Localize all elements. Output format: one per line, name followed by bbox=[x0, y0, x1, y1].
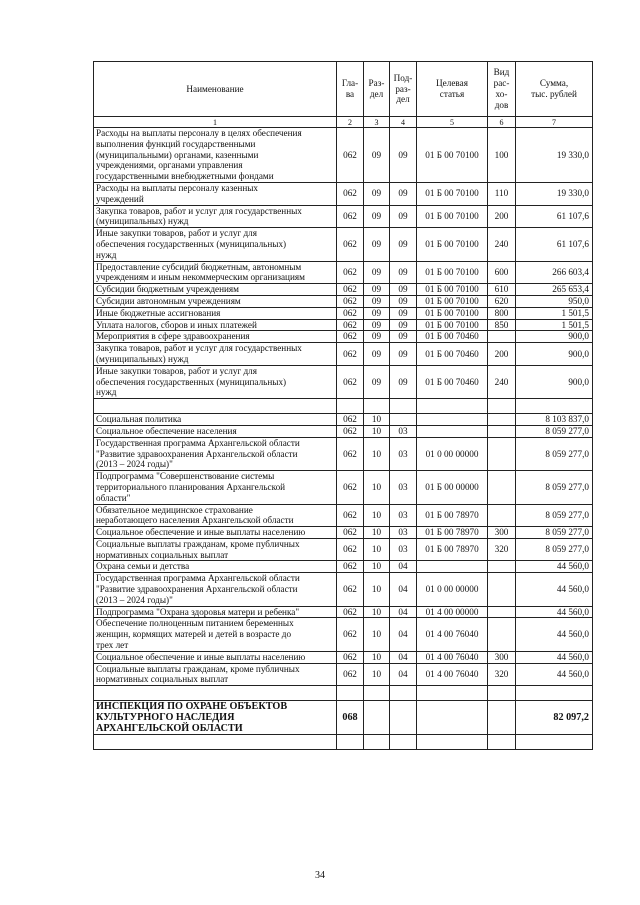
table-row bbox=[94, 538, 593, 561]
row-name: Социальное обеспечение и иные выплаты населению bbox=[94, 651, 337, 663]
row-subsection: 04 bbox=[390, 663, 417, 686]
table-row bbox=[94, 414, 593, 426]
header-name: Наименование bbox=[94, 62, 337, 117]
row-chapter: 062 bbox=[337, 437, 364, 470]
row-expense-type: 620 bbox=[488, 295, 516, 307]
row-name: Государственная программа Архангельской области "Развитие здравоохранения Архангельской области (2013 – 2024 годы)" bbox=[94, 573, 337, 606]
row-subsection bbox=[390, 701, 417, 735]
row-name: Закупка товаров, работ и услуг для государственных (муниципальных) нужд bbox=[94, 343, 337, 366]
header-row bbox=[94, 62, 593, 117]
row-target: 01 Б 00 70460 bbox=[417, 343, 488, 366]
row-section: 10 bbox=[364, 651, 390, 663]
table-row bbox=[94, 261, 593, 284]
row-expense-type bbox=[488, 701, 516, 735]
row-subsection bbox=[390, 414, 417, 426]
row-section: 10 bbox=[364, 561, 390, 573]
row-target: 01 Б 00 70100 bbox=[417, 295, 488, 307]
row-amount: 265 653,4 bbox=[516, 284, 593, 296]
row-expense-type: 200 bbox=[488, 343, 516, 366]
row-expense-type: 100 bbox=[488, 128, 516, 183]
row-amount: 8 059 277,0 bbox=[516, 437, 593, 470]
empty-cell bbox=[364, 735, 390, 750]
row-expense-type bbox=[488, 618, 516, 651]
row-name: Государственная программа Архангельской области "Развитие здравоохранения Архангельской области (2013 – 2024 годы)" bbox=[94, 437, 337, 470]
row-chapter: 062 bbox=[337, 414, 364, 426]
row-name: Социальные выплаты гражданам, кроме публичных нормативных социальных выплат bbox=[94, 538, 337, 561]
header-section: Раз- дел bbox=[364, 62, 390, 117]
row-target: 01 Б 00 70100 bbox=[417, 205, 488, 228]
column-number-row bbox=[94, 117, 593, 128]
header-target: Целевая статья bbox=[417, 62, 488, 117]
row-amount: 900,0 bbox=[516, 365, 593, 398]
row-chapter: 062 bbox=[337, 538, 364, 561]
row-section: 10 bbox=[364, 471, 390, 504]
table-row bbox=[94, 437, 593, 470]
column-number: 4 bbox=[390, 117, 417, 128]
row-chapter: 062 bbox=[337, 128, 364, 183]
table-row bbox=[94, 399, 593, 414]
table-row bbox=[94, 331, 593, 343]
row-expense-type: 610 bbox=[488, 284, 516, 296]
column-number: 5 bbox=[417, 117, 488, 128]
row-target: 01 Б 00 70100 bbox=[417, 307, 488, 319]
row-expense-type bbox=[488, 504, 516, 527]
row-amount: 44 560,0 bbox=[516, 618, 593, 651]
row-expense-type: 300 bbox=[488, 527, 516, 539]
row-name: Социальная политика bbox=[94, 414, 337, 426]
row-section: 10 bbox=[364, 538, 390, 561]
row-name: Субсидии бюджетным учреждениям bbox=[94, 284, 337, 296]
row-amount: 44 560,0 bbox=[516, 651, 593, 663]
row-target: 01 0 00 00000 bbox=[417, 437, 488, 470]
row-expense-type: 240 bbox=[488, 365, 516, 398]
empty-cell bbox=[337, 735, 364, 750]
row-name: Подпрограмма "Совершенствование системы территориального планирования Архангельской области" bbox=[94, 471, 337, 504]
row-chapter: 062 bbox=[337, 261, 364, 284]
row-section: 10 bbox=[364, 663, 390, 686]
row-name: Иные закупки товаров, работ и услуг для обеспечения государственных (муниципальных) нужд bbox=[94, 365, 337, 398]
table-row bbox=[94, 205, 593, 228]
row-expense-type bbox=[488, 425, 516, 437]
row-expense-type bbox=[488, 471, 516, 504]
row-target: 01 Б 00 70460 bbox=[417, 331, 488, 343]
row-target: 01 Б 00 78970 bbox=[417, 504, 488, 527]
row-amount: 61 107,6 bbox=[516, 205, 593, 228]
row-target bbox=[417, 425, 488, 437]
table-row bbox=[94, 295, 593, 307]
row-subsection: 09 bbox=[390, 182, 417, 205]
row-amount: 8 103 837,0 bbox=[516, 414, 593, 426]
row-target bbox=[417, 701, 488, 735]
table-row bbox=[94, 504, 593, 527]
row-name: Закупка товаров, работ и услуг для государственных (муниципальных) нужд bbox=[94, 205, 337, 228]
row-subsection: 03 bbox=[390, 471, 417, 504]
table-row bbox=[94, 527, 593, 539]
row-amount: 8 059 277,0 bbox=[516, 504, 593, 527]
table-row bbox=[94, 343, 593, 366]
row-target: 01 4 00 76040 bbox=[417, 618, 488, 651]
row-expense-type: 110 bbox=[488, 182, 516, 205]
row-expense-type bbox=[488, 437, 516, 470]
row-expense-type bbox=[488, 331, 516, 343]
row-section: 09 bbox=[364, 343, 390, 366]
row-expense-type: 200 bbox=[488, 205, 516, 228]
row-amount: 900,0 bbox=[516, 343, 593, 366]
row-subsection: 04 bbox=[390, 573, 417, 606]
row-amount: 82 097,2 bbox=[516, 701, 593, 735]
empty-cell bbox=[390, 686, 417, 701]
table-row bbox=[94, 573, 593, 606]
row-amount: 950,0 bbox=[516, 295, 593, 307]
empty-cell bbox=[417, 686, 488, 701]
row-expense-type: 300 bbox=[488, 651, 516, 663]
row-amount: 8 059 277,0 bbox=[516, 471, 593, 504]
row-name: Социальное обеспечение и иные выплаты населению bbox=[94, 527, 337, 539]
row-expense-type bbox=[488, 414, 516, 426]
table-row bbox=[94, 735, 593, 750]
column-number: 2 bbox=[337, 117, 364, 128]
row-section: 09 bbox=[364, 331, 390, 343]
row-amount: 1 501,5 bbox=[516, 319, 593, 331]
row-subsection: 09 bbox=[390, 331, 417, 343]
row-section: 10 bbox=[364, 437, 390, 470]
row-subsection: 09 bbox=[390, 295, 417, 307]
empty-cell bbox=[337, 399, 364, 414]
row-subsection: 03 bbox=[390, 538, 417, 561]
row-subsection: 09 bbox=[390, 284, 417, 296]
row-section: 10 bbox=[364, 606, 390, 618]
row-section: 09 bbox=[364, 284, 390, 296]
row-target bbox=[417, 561, 488, 573]
row-name: Предоставление субсидий бюджетным, автономным учреждениям и иным некоммерческим организациям bbox=[94, 261, 337, 284]
row-amount: 44 560,0 bbox=[516, 573, 593, 606]
row-section: 09 bbox=[364, 182, 390, 205]
row-chapter: 062 bbox=[337, 295, 364, 307]
row-chapter: 062 bbox=[337, 425, 364, 437]
empty-cell bbox=[94, 686, 337, 701]
row-subsection: 09 bbox=[390, 228, 417, 261]
row-name: Мероприятия в сфере здравоохранения bbox=[94, 331, 337, 343]
empty-cell bbox=[488, 735, 516, 750]
row-subsection: 09 bbox=[390, 205, 417, 228]
header-expense-type: Вид рас- хо- дов bbox=[488, 62, 516, 117]
row-target: 01 Б 00 78970 bbox=[417, 538, 488, 561]
row-target: 01 Б 00 70100 bbox=[417, 128, 488, 183]
row-subsection: 04 bbox=[390, 606, 417, 618]
row-chapter: 062 bbox=[337, 527, 364, 539]
row-name: Обеспечение полноценным питанием беременных женщин, кормящих матерей и детей в возрасте до трех лет bbox=[94, 618, 337, 651]
row-expense-type: 600 bbox=[488, 261, 516, 284]
table-body bbox=[94, 128, 593, 750]
row-expense-type: 800 bbox=[488, 307, 516, 319]
row-amount: 19 330,0 bbox=[516, 182, 593, 205]
page-number: 34 bbox=[315, 870, 325, 881]
row-chapter: 062 bbox=[337, 504, 364, 527]
row-amount: 1 501,5 bbox=[516, 307, 593, 319]
row-chapter: 068 bbox=[337, 701, 364, 735]
table-row bbox=[94, 606, 593, 618]
budget-table bbox=[93, 61, 593, 750]
row-section: 10 bbox=[364, 504, 390, 527]
table-row bbox=[94, 618, 593, 651]
row-target: 01 Б 00 78970 bbox=[417, 527, 488, 539]
table-row bbox=[94, 319, 593, 331]
row-name: Социальное обеспечение населения bbox=[94, 425, 337, 437]
table-row bbox=[94, 307, 593, 319]
table-row bbox=[94, 365, 593, 398]
empty-cell bbox=[417, 399, 488, 414]
row-target: 01 Б 00 70100 bbox=[417, 284, 488, 296]
row-target: 01 Б 00 70100 bbox=[417, 261, 488, 284]
row-section: 10 bbox=[364, 573, 390, 606]
row-subsection: 09 bbox=[390, 319, 417, 331]
row-chapter: 062 bbox=[337, 663, 364, 686]
table-row bbox=[94, 686, 593, 701]
row-name: Социальные выплаты гражданам, кроме публичных нормативных социальных выплат bbox=[94, 663, 337, 686]
empty-cell bbox=[337, 686, 364, 701]
row-target: 01 Б 00 70100 bbox=[417, 319, 488, 331]
column-number: 1 bbox=[94, 117, 337, 128]
row-chapter: 062 bbox=[337, 573, 364, 606]
row-chapter: 062 bbox=[337, 205, 364, 228]
table-row bbox=[94, 561, 593, 573]
row-chapter: 062 bbox=[337, 182, 364, 205]
row-target: 01 0 00 00000 bbox=[417, 573, 488, 606]
row-name: Расходы на выплаты персоналу в целях обеспечения выполнения функций государственными (муниципальными) органами, казенными учреждениями, органами управления государственными внебюджетными фондами bbox=[94, 128, 337, 183]
row-subsection: 03 bbox=[390, 504, 417, 527]
row-chapter: 062 bbox=[337, 618, 364, 651]
row-name: Расходы на выплаты персоналу казенных учреждений bbox=[94, 182, 337, 205]
row-section: 10 bbox=[364, 425, 390, 437]
row-expense-type bbox=[488, 573, 516, 606]
row-chapter: 062 bbox=[337, 319, 364, 331]
row-name: Иные бюджетные ассигнования bbox=[94, 307, 337, 319]
row-expense-type: 240 bbox=[488, 228, 516, 261]
empty-cell bbox=[516, 735, 593, 750]
row-amount: 8 059 277,0 bbox=[516, 538, 593, 561]
column-number: 7 bbox=[516, 117, 593, 128]
table-row bbox=[94, 701, 593, 735]
row-target: 01 4 00 00000 bbox=[417, 606, 488, 618]
row-section: 10 bbox=[364, 618, 390, 651]
row-amount: 19 330,0 bbox=[516, 128, 593, 183]
row-target: 01 4 00 76040 bbox=[417, 663, 488, 686]
row-expense-type bbox=[488, 561, 516, 573]
table-row bbox=[94, 651, 593, 663]
row-amount: 266 603,4 bbox=[516, 261, 593, 284]
row-chapter: 062 bbox=[337, 331, 364, 343]
row-section bbox=[364, 701, 390, 735]
row-target: 01 4 00 76040 bbox=[417, 651, 488, 663]
row-target bbox=[417, 414, 488, 426]
row-subsection: 04 bbox=[390, 618, 417, 651]
row-chapter: 062 bbox=[337, 365, 364, 398]
row-subsection: 03 bbox=[390, 425, 417, 437]
row-chapter: 062 bbox=[337, 561, 364, 573]
row-subsection: 04 bbox=[390, 651, 417, 663]
empty-cell bbox=[364, 686, 390, 701]
row-subsection: 09 bbox=[390, 307, 417, 319]
row-name: Субсидии автономным учреждениям bbox=[94, 295, 337, 307]
table-row bbox=[94, 425, 593, 437]
empty-cell bbox=[390, 735, 417, 750]
row-name: Подпрограмма "Охрана здоровья матери и ребенка" bbox=[94, 606, 337, 618]
row-section: 09 bbox=[364, 307, 390, 319]
table-row bbox=[94, 471, 593, 504]
row-subsection: 03 bbox=[390, 437, 417, 470]
row-section: 09 bbox=[364, 365, 390, 398]
row-name: Уплата налогов, сборов и иных платежей bbox=[94, 319, 337, 331]
row-amount: 61 107,6 bbox=[516, 228, 593, 261]
row-subsection: 03 bbox=[390, 527, 417, 539]
row-target: 01 Б 00 70460 bbox=[417, 365, 488, 398]
row-section: 10 bbox=[364, 527, 390, 539]
row-name: ИНСПЕКЦИЯ ПО ОХРАНЕ ОБЪЕКТОВ КУЛЬТУРНОГО НАСЛЕДИЯ АРХАНГЕЛЬСКОЙ ОБЛАСТИ bbox=[94, 701, 337, 735]
empty-cell bbox=[417, 735, 488, 750]
row-chapter: 062 bbox=[337, 651, 364, 663]
row-section: 09 bbox=[364, 205, 390, 228]
empty-cell bbox=[94, 399, 337, 414]
row-section: 09 bbox=[364, 128, 390, 183]
table-row bbox=[94, 228, 593, 261]
row-section: 09 bbox=[364, 228, 390, 261]
row-expense-type: 320 bbox=[488, 663, 516, 686]
row-target: 01 Б 00 70100 bbox=[417, 182, 488, 205]
row-subsection: 09 bbox=[390, 261, 417, 284]
row-name: Охрана семьи и детства bbox=[94, 561, 337, 573]
row-target: 01 Б 00 00000 bbox=[417, 471, 488, 504]
table-row bbox=[94, 128, 593, 183]
row-amount: 44 560,0 bbox=[516, 561, 593, 573]
row-target: 01 Б 00 70100 bbox=[417, 228, 488, 261]
row-subsection: 04 bbox=[390, 561, 417, 573]
row-subsection: 09 bbox=[390, 128, 417, 183]
empty-cell bbox=[488, 399, 516, 414]
row-section: 09 bbox=[364, 295, 390, 307]
row-subsection: 09 bbox=[390, 365, 417, 398]
table-row bbox=[94, 182, 593, 205]
row-name: Иные закупки товаров, работ и услуг для обеспечения государственных (муниципальных) нужд bbox=[94, 228, 337, 261]
column-number: 3 bbox=[364, 117, 390, 128]
row-name: Обязательное медицинское страхование неработающего населения Архангельской области bbox=[94, 504, 337, 527]
row-amount: 44 560,0 bbox=[516, 663, 593, 686]
empty-cell bbox=[488, 686, 516, 701]
header-subsection: Под- раз- дел bbox=[390, 62, 417, 117]
empty-cell bbox=[364, 399, 390, 414]
row-expense-type: 320 bbox=[488, 538, 516, 561]
row-expense-type bbox=[488, 606, 516, 618]
row-amount: 44 560,0 bbox=[516, 606, 593, 618]
row-expense-type: 850 bbox=[488, 319, 516, 331]
row-section: 10 bbox=[364, 414, 390, 426]
row-section: 09 bbox=[364, 319, 390, 331]
row-amount: 900,0 bbox=[516, 331, 593, 343]
row-amount: 8 059 277,0 bbox=[516, 527, 593, 539]
row-section: 09 bbox=[364, 261, 390, 284]
header-amount: Сумма, тыс. рублей bbox=[516, 62, 593, 117]
empty-cell bbox=[516, 399, 593, 414]
row-subsection: 09 bbox=[390, 343, 417, 366]
row-chapter: 062 bbox=[337, 284, 364, 296]
row-chapter: 062 bbox=[337, 343, 364, 366]
row-chapter: 062 bbox=[337, 228, 364, 261]
table-row bbox=[94, 284, 593, 296]
empty-cell bbox=[390, 399, 417, 414]
empty-cell bbox=[94, 735, 337, 750]
row-chapter: 062 bbox=[337, 307, 364, 319]
empty-cell bbox=[516, 686, 593, 701]
row-chapter: 062 bbox=[337, 471, 364, 504]
table-row bbox=[94, 663, 593, 686]
header-chapter: Гла- ва bbox=[337, 62, 364, 117]
row-amount: 8 059 277,0 bbox=[516, 425, 593, 437]
row-chapter: 062 bbox=[337, 606, 364, 618]
column-number: 6 bbox=[488, 117, 516, 128]
